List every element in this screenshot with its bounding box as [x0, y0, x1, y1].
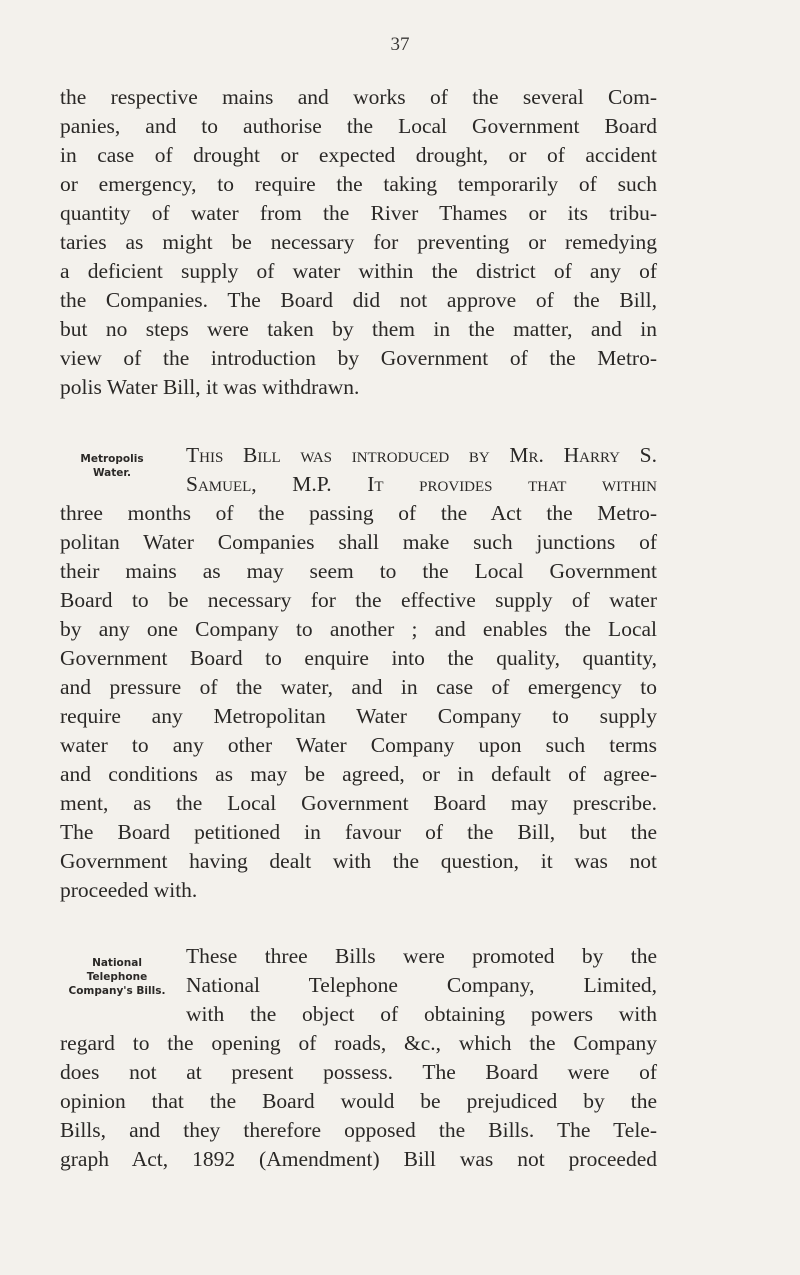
paragraph-line: Bills, and they therefore opposed the Bills. The Tele- — [60, 1118, 657, 1142]
paragraph-line: opinion that the Board would be prejudiced by the — [60, 1089, 657, 1113]
side-note-line: Telephone — [86, 971, 148, 983]
side-note-line: National — [92, 957, 142, 969]
paragraph-line: graph Act, 1892 (Amendment) Bill was not proceeded — [60, 1147, 657, 1171]
paragraph-line: Samuel, M.P. It provides that within — [186, 472, 657, 496]
paragraph-line: but no steps were taken by them in the matter, and in — [60, 317, 657, 341]
paragraph-line: in case of drought or expected drought, or of accident — [60, 143, 657, 167]
side-note-line: Water. — [92, 467, 132, 479]
paragraph-line: with the object of obtaining powers with — [186, 1002, 657, 1026]
side-note-line: Metropolis — [80, 453, 144, 465]
paragraph-line: taries as might be necessary for preventing or remedying — [60, 230, 657, 254]
page-number: 37 — [390, 34, 410, 55]
paragraph-line: The Board petitioned in favour of the Bill, but the — [60, 820, 657, 844]
paragraph-line: regard to the opening of roads, &c., which the Company — [60, 1031, 657, 1055]
paragraph-line: Government Board to enquire into the quality, quantity, — [60, 646, 657, 670]
paragraph-line: view of the introduction by Government of the Metro- — [60, 346, 657, 370]
paragraph-line: Board to be necessary for the effective supply of water — [60, 588, 657, 612]
paragraph-line: polis Water Bill, it was withdrawn. — [60, 375, 360, 399]
paragraph-line: panies, and to authorise the Local Government Board — [60, 114, 657, 138]
paragraph-line: and pressure of the water, and in case of emergency to — [60, 675, 657, 699]
paragraph-line: and conditions as may be agreed, or in default of agree- — [60, 762, 657, 786]
paragraph-line: by any one Company to another ; and enables the Local — [60, 617, 657, 641]
paragraph-line: three months of the passing of the Act the Metro- — [60, 501, 657, 525]
paragraph-line: the Companies. The Board did not approve of the Bill, — [60, 288, 657, 312]
paragraph-line: or emergency, to require the taking temporarily of such — [60, 172, 657, 196]
paragraph-line: their mains as may seem to the Local Government — [60, 559, 657, 583]
side-note-line: Company's Bills. — [68, 985, 166, 997]
paragraph-line: National Telephone Company, Limited, — [186, 973, 657, 997]
paragraph-line: a deficient supply of water within the district of any of — [60, 259, 657, 283]
paragraph-line: proceeded with. — [60, 878, 198, 902]
paragraph-line: require any Metropolitan Water Company to supply — [60, 704, 657, 728]
paragraph-line: These three Bills were promoted by the — [186, 944, 657, 968]
paragraph-line: water to any other Water Company upon such terms — [60, 733, 657, 757]
paragraph-line: quantity of water from the River Thames or its tribu- — [60, 201, 657, 225]
paragraph-line: This Bill was introduced by Mr. Harry S. — [186, 443, 657, 467]
paragraph-line: ment, as the Local Government Board may prescribe. — [60, 791, 657, 815]
paragraph-line: politan Water Companies shall make such junctions of — [60, 530, 657, 554]
side-note-national-telephone — [56, 956, 178, 998]
paragraph-line: the respective mains and works of the several Com- — [60, 85, 657, 109]
paragraph-line: does not at present possess. The Board were of — [60, 1060, 657, 1084]
side-note-metropolis-water — [62, 452, 162, 480]
paragraph-line: Government having dealt with the question, it was not — [60, 849, 657, 873]
